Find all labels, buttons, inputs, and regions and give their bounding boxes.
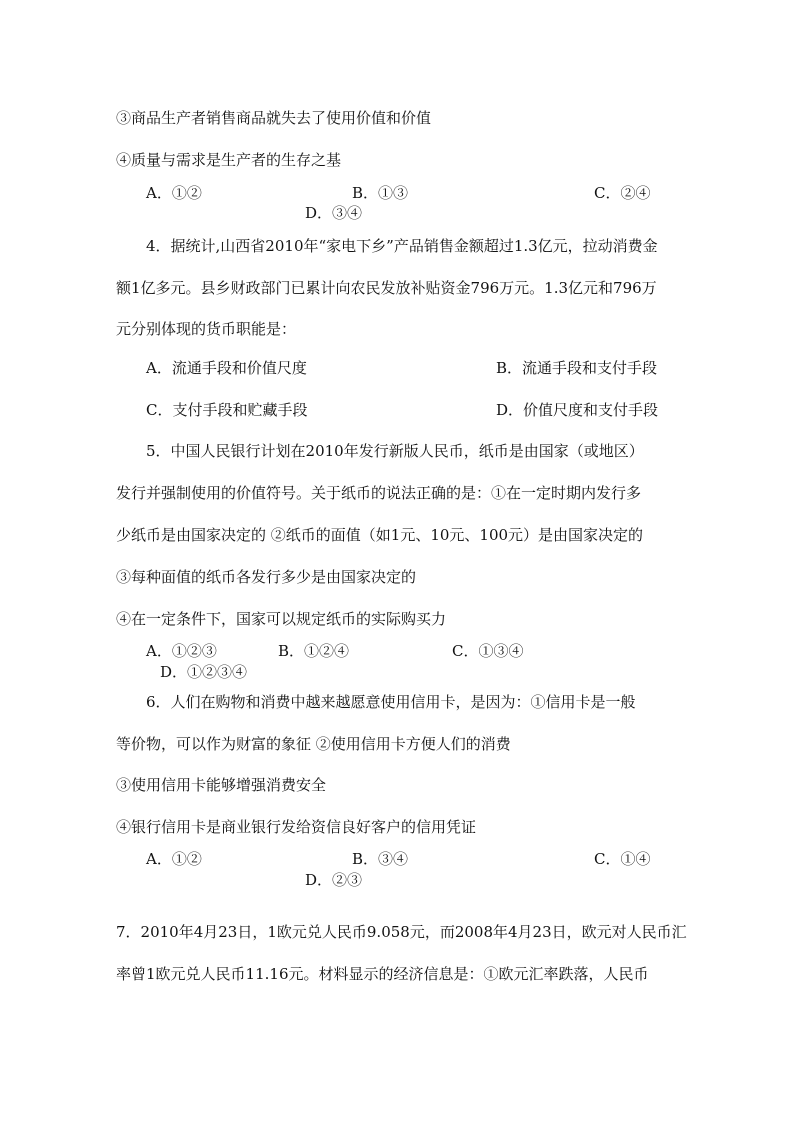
option-d: D．①②③④ <box>160 663 248 681</box>
option-d: D．价值尺度和支付手段 <box>496 401 659 419</box>
question-7-line-1: 7．2010年4月23日，1欧元兑人民币9.058元，而2008年4月23日，欧元对人民币汇 <box>116 923 687 941</box>
question-5-line-3: 少纸币是由国家决定的 ②纸币的面值（如1元、10元、100元）是由国家决定的 <box>116 526 644 544</box>
option-c: C．①④ <box>594 850 651 868</box>
statement-3: ③商品生产者销售商品就失去了使用价值和价值 <box>116 109 432 127</box>
question-5-line-2: 发行并强制使用的价值符号。关于纸币的说法正确的是：①在一定时期内发行多 <box>116 484 642 502</box>
option-d: D．③④ <box>305 204 363 222</box>
question-4-line-1: 4．据统计,山西省2010年“家电下乡”产品销售金额超过1.3亿元，拉动消费金 <box>146 237 658 255</box>
question-4-line-3: 元分别体现的货币职能是： <box>116 320 297 338</box>
question-4-line-2: 额1亿多元。县乡财政部门已累计向农民发放补贴资金796万元。1.3亿元和796万 <box>116 279 657 297</box>
option-a: A．流通手段和价值尺度 <box>146 359 307 377</box>
question-6-line-3: ③使用信用卡能够增强消费安全 <box>116 776 327 794</box>
option-b: B．流通手段和支付手段 <box>496 359 658 377</box>
option-b: B．①②④ <box>278 642 350 660</box>
option-a: A．①② <box>146 850 202 868</box>
option-c: C．支付手段和贮藏手段 <box>146 401 308 419</box>
question-5-line-1: 5．中国人民银行计划在2010年发行新版人民币，纸币是由国家（或地区） <box>146 442 644 460</box>
statement-4: ④质量与需求是生产者的生存之基 <box>116 151 342 169</box>
option-b: B．③④ <box>352 850 409 868</box>
question-5-line-4: ③每种面值的纸币各发行多少是由国家决定的 <box>116 568 417 586</box>
option-a: A．①②③ <box>146 642 217 660</box>
option-c: C．①③④ <box>452 642 524 660</box>
question-7-line-2: 率曾1欧元兑人民币11.16元。材料显示的经济信息是：①欧元汇率跌落，人民币 <box>116 965 649 983</box>
question-6-line-2: 等价物，可以作为财富的象征 ②使用信用卡方便人们的消费 <box>116 735 511 753</box>
question-6-line-4: ④银行信用卡是商业银行发给资信良好客户的信用凭证 <box>116 818 477 836</box>
option-a: A．①② <box>146 184 202 202</box>
option-c: C．②④ <box>594 184 651 202</box>
option-d: D．②③ <box>305 871 363 889</box>
question-6-line-1: 6．人们在购物和消费中越来越愿意使用信用卡，是因为：①信用卡是一般 <box>146 693 636 711</box>
question-5-line-5: ④在一定条件下，国家可以规定纸币的实际购买力 <box>116 610 447 628</box>
option-b: B．①③ <box>352 184 409 202</box>
